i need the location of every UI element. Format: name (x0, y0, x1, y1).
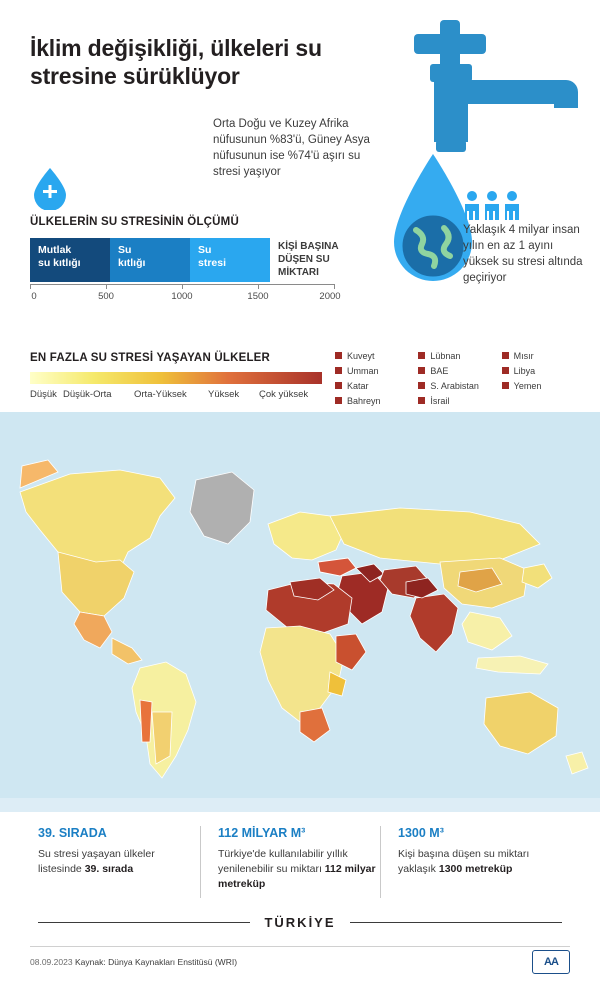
axis-label: 500 (98, 291, 114, 302)
axis-label: 2000 (319, 291, 341, 302)
stat-heading: 112 MİLYAR M³ (218, 826, 306, 840)
country-name: Kuveyt (347, 350, 375, 361)
stat-rank (38, 826, 198, 877)
scale-title: ÜLKELERİN SU STRESİNİN ÖLÇÜMÜ (30, 216, 239, 228)
color-swatch-icon (502, 367, 509, 374)
footer (0, 946, 600, 994)
color-swatch-icon (335, 397, 342, 404)
country-name: Katar (347, 380, 369, 391)
turkey-banner (38, 912, 562, 932)
aa-logo-icon: AA (532, 950, 570, 974)
list-item (335, 363, 418, 378)
color-swatch-icon (335, 352, 342, 359)
list-item-empty (502, 393, 585, 408)
stress-gradient-bar (30, 372, 322, 384)
scale-segment-line1: Su (198, 244, 212, 256)
scale-segment-line1: Su (118, 244, 132, 256)
stat-body-pre: Su stresi yaşayan ülkeler listesinde (38, 848, 155, 875)
scale-caption: KİŞİ BAŞINA DÜŞEN SU MİKTARI (278, 241, 339, 278)
turkey-label: TÜRKİYE (264, 914, 336, 930)
stress-legend-labels (30, 389, 330, 403)
water-drop-icon (30, 166, 70, 210)
list-item (418, 393, 501, 408)
color-swatch-icon (335, 367, 342, 374)
region-argentina (152, 712, 172, 764)
scale-segment-line2: kıtlığı (118, 257, 146, 269)
stress-label-low-mid: Düşük-Orta (63, 389, 112, 400)
axis-tick (258, 284, 259, 289)
stress-label-very-high: Çok yüksek (259, 389, 309, 400)
list-item (418, 378, 501, 393)
country-name: BAE (430, 365, 449, 376)
scale-segment-scarcity (110, 238, 190, 282)
footer-source: Kaynak: Dünya Kaynakları Enstitüsü (WRI) (75, 957, 238, 967)
stat-renewable-water (218, 826, 378, 892)
scale-segment-line2: stresi (198, 257, 227, 269)
world-map-svg (0, 412, 600, 812)
axis-tick (334, 284, 335, 289)
region-antarctica (0, 798, 600, 812)
scale-bar (30, 238, 270, 282)
people-caption: Yaklaşık 4 milyar insan yılın en az 1 ayını yüksek su stresi altında geçiriyor (463, 224, 583, 284)
stat-heading: 39. SIRADA (38, 826, 107, 840)
scale-segment-line2: su kıtlığı (38, 257, 81, 269)
color-swatch-icon (418, 382, 425, 389)
divider-line-right (350, 922, 562, 923)
footer-divider (30, 946, 570, 947)
axis-label: 1000 (171, 291, 193, 302)
axis-label: 1500 (247, 291, 269, 302)
list-item (502, 378, 585, 393)
axis-label: 0 (31, 291, 37, 302)
list-item (335, 348, 418, 363)
list-item (418, 348, 501, 363)
scale-axis (30, 284, 341, 308)
world-map (0, 412, 600, 812)
region-chile (140, 700, 152, 742)
stat-per-capita (398, 826, 558, 877)
stat-body-bold: 1300 metreküp (438, 863, 513, 875)
color-swatch-icon (418, 367, 425, 374)
color-swatch-icon (502, 352, 509, 359)
list-item (335, 378, 418, 393)
stress-label-high: Yüksek (208, 389, 240, 400)
scale-segment-line1: Mutlak (38, 244, 72, 256)
country-name: Bahreyn (347, 395, 381, 406)
stat-body-bold: 39. sırada (84, 863, 134, 875)
turkey-stats-section (0, 812, 600, 930)
axis-tick (30, 284, 31, 289)
stat-body-pre: Kişi başına düşen su miktarı yaklaşık (398, 848, 530, 875)
stat-body (398, 847, 558, 877)
country-legend-list (335, 348, 585, 410)
divider-line-left (38, 922, 250, 923)
country-name: Yemen (513, 380, 542, 391)
list-item (335, 393, 418, 408)
country-name: S. Arabistan (430, 380, 479, 391)
country-name: Mısır (513, 350, 534, 361)
color-swatch-icon (418, 397, 425, 404)
stat-body (218, 847, 378, 892)
color-swatch-icon (502, 382, 509, 389)
axis-tick (182, 284, 183, 289)
page-title: İklim değişikliği, ülkeleri su stresine sürüklüyor (30, 35, 322, 89)
list-item (418, 363, 501, 378)
three-people-icon (463, 190, 523, 220)
list-item (502, 348, 585, 363)
page-subtitle: Orta Doğu ve Kuzey Afrika nüfusunun %83'ü, Güney Asya nüfusunun ise %74'ü aşırı su stresi yaşıyor (213, 118, 370, 178)
color-swatch-icon (418, 352, 425, 359)
stress-legend-title: EN FAZLA SU STRESİ YAŞAYAN ÜLKELER (30, 352, 271, 364)
stat-heading: 1300 M³ (398, 826, 444, 840)
stress-label-low: Düşük (30, 389, 57, 400)
stat-body (38, 847, 198, 877)
stress-label-mid-high: Orta-Yüksek (134, 389, 187, 400)
scale-segment-absolute-scarcity (30, 238, 110, 282)
country-name: İsrail (430, 395, 450, 406)
country-name: Lübnan (430, 350, 461, 361)
scale-segment-stress (190, 238, 270, 282)
stat-divider (200, 826, 201, 898)
stat-body-pre: Türkiye'de kullanılabilir yıllık yenilenebilir su miktarı (218, 848, 348, 875)
color-swatch-icon (335, 382, 342, 389)
header-section (0, 0, 600, 406)
axis-tick (106, 284, 107, 289)
stat-body-bold: 112 milyar metreküp (218, 863, 376, 890)
list-item (502, 363, 585, 378)
country-name: Umman (347, 365, 379, 376)
stat-divider (380, 826, 381, 898)
country-name: Libya (513, 365, 536, 376)
footer-date: 08.09.2023 (30, 957, 73, 967)
